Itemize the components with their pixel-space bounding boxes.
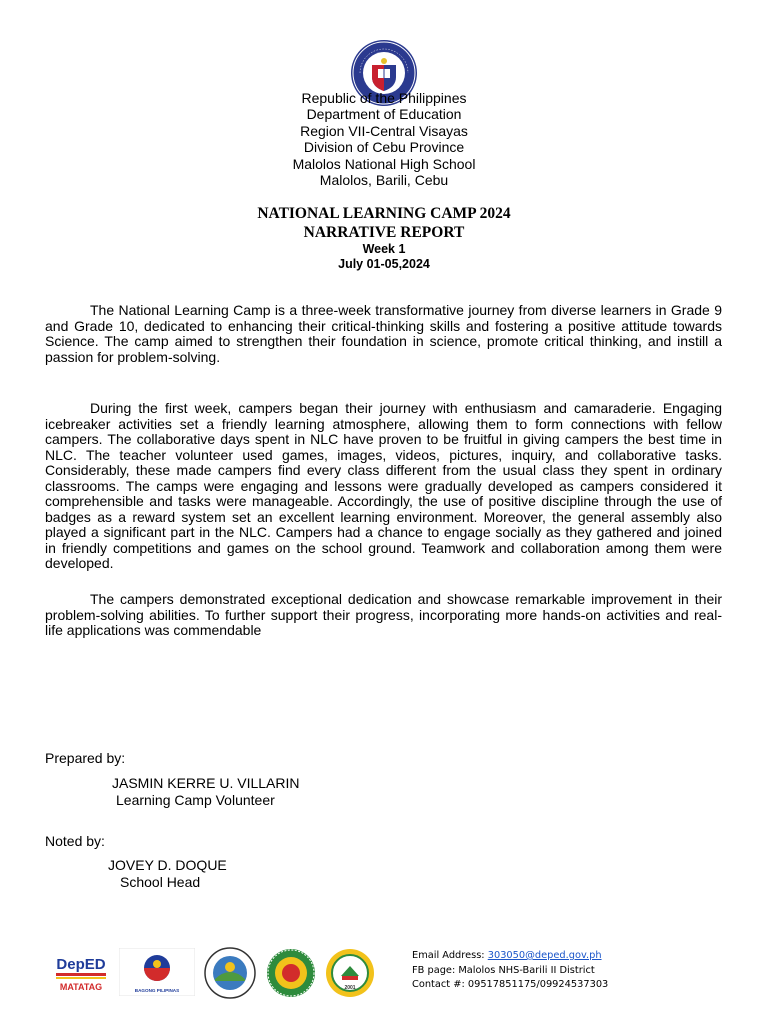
noted-by-role: School Head <box>120 874 201 890</box>
bagong-pilipinas-logo <box>119 948 195 996</box>
noted-by-name: JOVEY D. DOQUE <box>108 857 227 873</box>
matatag-logo-text: MATATAG <box>59 982 103 992</box>
region-seal-logo <box>265 948 317 998</box>
letterhead-line: Malolos National High School <box>292 155 476 172</box>
letterhead-line: Malolos, Barili, Cebu <box>319 172 449 189</box>
prepared-by-name: JASMIN KERRE U. VILLARIN <box>112 775 300 791</box>
letterhead-line: Republic of the Philippines <box>301 90 467 106</box>
prepared-by-role: Learning Camp Volunteer <box>116 792 275 808</box>
contact-number-line: Contact #: 09517851175/09924537303 <box>412 979 609 990</box>
letterhead-line: Division of Cebu Province <box>303 139 465 156</box>
email-line <box>412 949 608 964</box>
body-paragraph: The campers demonstrated exceptional dedication and showcase remarkable improvement in their problem-solving abilities. To further support their progress, incorporating more hands-on activities and real-life applications was commendable <box>45 591 722 638</box>
letterhead <box>0 90 768 188</box>
email-label: Email Address: <box>412 950 488 961</box>
footer-contact <box>412 949 608 993</box>
noted-by-label: Noted by: <box>45 833 105 849</box>
school-seal-year: 2001 <box>344 985 356 991</box>
body-paragraph: During the first week, campers began their journey with enthusiasm and camaraderie. Engaging icebreaker activities set a friendly learning atmosphere, allowing them to form connections with fellow campers. The collaborative days spent in NLC have proven to be fruitful in giving campers the best time in NLC. The teacher volunteer used games, images, videos, pictures, inquiry, and collaborative tasks. Considerably, these made campers find every class different from the usual class they spent in ordinary classrooms. The camps were engaging and lessons were gradually developed as campers considered it comprehensible and tasks were manageable. Accordingly, the use of positive discipline through the use of badges as a reward system set an excellent learning environment. Moreover, the general assembly also played a significant part in the NLC. Campers had a chance to engage socially as they gathered and joined in friendly competitions and games on the school ground. Teamwork and collaboration among them were developed. <box>45 400 722 571</box>
body-paragraph: The National Learning Camp is a three-week transformative journey from diverse learners in Grade 9 and Grade 10, dedicated to enhancing their critical-thinking skills and fostering a positive attitude towards Science. The camp aimed to strengthen their foundation in science, promote critical thinking, and instill a passion for problem-solving. <box>45 302 722 365</box>
email-link[interactable]: 303050@deped.gov.ph <box>487 950 602 961</box>
fb-page-line: FB page: Malolos NHS-Barili II District <box>412 964 595 976</box>
deped-matatag-logo <box>52 950 110 994</box>
letterhead-line: Department of Education <box>306 106 462 123</box>
deped-logo-text: DepED <box>56 956 106 973</box>
report-title-block <box>0 204 768 272</box>
school-seal-logo <box>324 948 376 998</box>
report-title: NATIONAL LEARNING CAMP 2024 <box>257 205 511 222</box>
prepared-by-label: Prepared by: <box>45 750 126 766</box>
report-dates: July 01-05,2024 <box>338 257 430 271</box>
letterhead-line: Region VII-Central Visayas <box>300 122 468 139</box>
bagong-pilipinas-text: BAGONG PILIPINAS <box>134 988 180 993</box>
report-subtitle: NARRATIVE REPORT <box>303 224 465 241</box>
report-week: Week 1 <box>362 242 406 256</box>
division-seal-logo <box>203 947 257 999</box>
